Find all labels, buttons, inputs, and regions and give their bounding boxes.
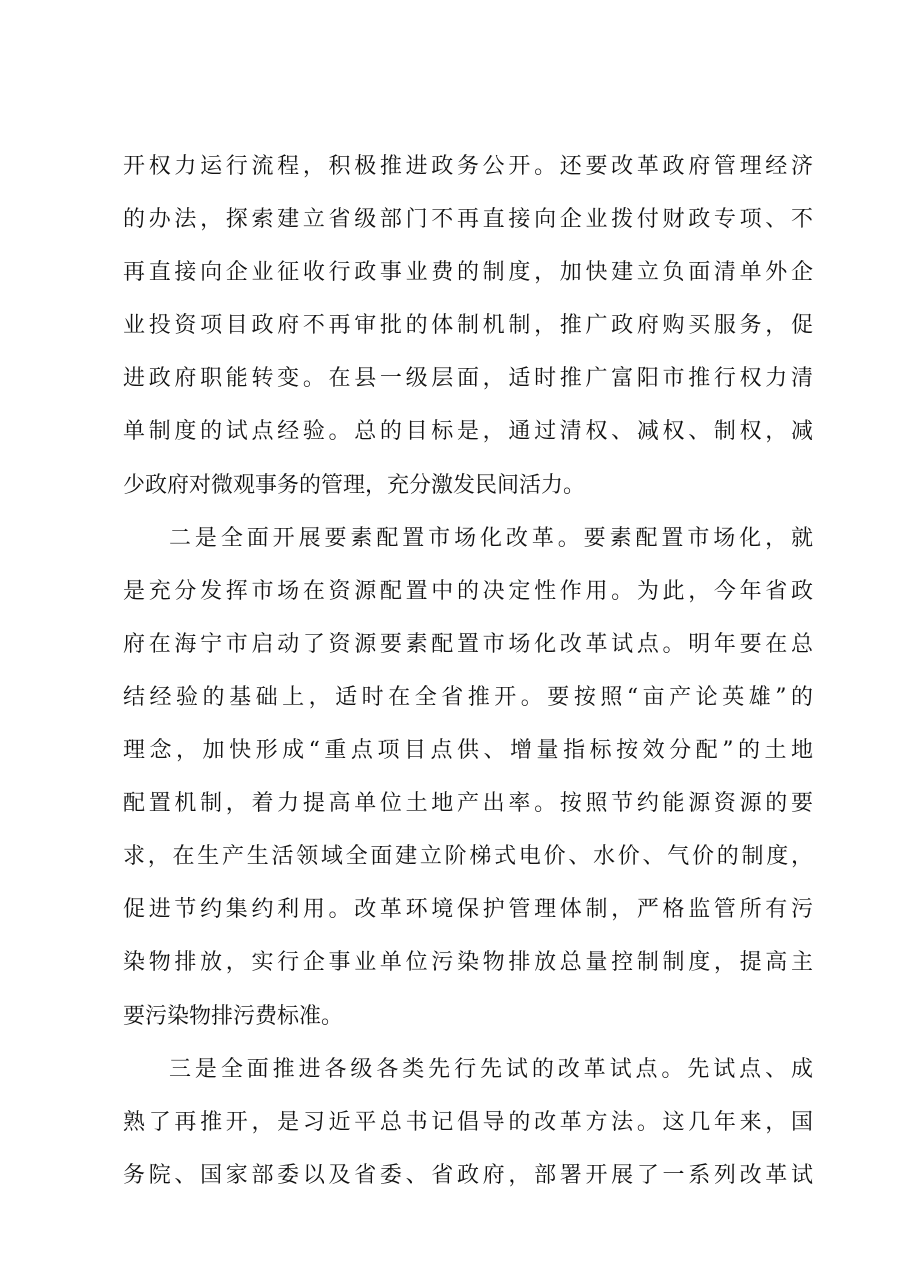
text-line: 的办法，探索建立省级部门不再直接向企业拨付财政专项、不 — [123, 207, 813, 233]
text-line: 是充分发挥市场在资源配置中的决定性作用。为此，今年省政 — [123, 578, 813, 604]
text-line: 少政府对微观事务的管理，充分激发民间活力。 — [123, 472, 586, 498]
text-line: 促进节约集约利用。改革环境保护管理体制，严格监管所有污 — [123, 897, 813, 923]
text-line: 染物排放，实行企事业单位污染物排放总量控制制度，提高主 — [123, 950, 813, 976]
paragraph-start-line: 三是全面推进各级各类先行先试的改革试点。先试点、成 — [169, 1056, 813, 1082]
text-line: 结经验的基础上，适时在全省推开。要按照“亩产论英雄”的 — [123, 684, 813, 710]
text-line: 配置机制，着力提高单位土地产出率。按照节约能源资源的要 — [123, 791, 813, 817]
text-line: 再直接向企业征收行政事业费的制度，加快建立负面清单外企 — [123, 260, 813, 286]
text-line: 求，在生产生活领域全面建立阶梯式电价、水价、气价的制度， — [123, 844, 813, 870]
text-line: 开权力运行流程，积极推进政务公开。还要改革政府管理经济 — [123, 154, 813, 179]
text-line: 业投资项目政府不再审批的体制机制，推广政府购买服务，促 — [123, 313, 813, 339]
text-line: 务院、国家部委以及省委、省政府，部署开展了一系列改革试 — [123, 1162, 813, 1188]
text-line: 要污染物排污费标准。 — [123, 1003, 344, 1029]
text-line: 府在海宁市启动了资源要素配置市场化改革试点。明年要在总 — [123, 631, 813, 657]
paragraph-start-line: 二是全面开展要素配置市场化改革。要素配置市场化，就 — [169, 525, 813, 551]
text-line: 单制度的试点经验。总的目标是，通过清权、减权、制权，减 — [123, 419, 813, 445]
body-text — [123, 140, 813, 1202]
text-line: 理念，加快形成“重点项目点供、增量指标按效分配”的土地 — [123, 738, 813, 764]
text-line: 熟了再推开，是习近平总书记倡导的改革方法。这几年来，国 — [123, 1109, 813, 1135]
text-line: 进政府职能转变。在县一级层面，适时推广富阳市推行权力清 — [123, 366, 813, 392]
